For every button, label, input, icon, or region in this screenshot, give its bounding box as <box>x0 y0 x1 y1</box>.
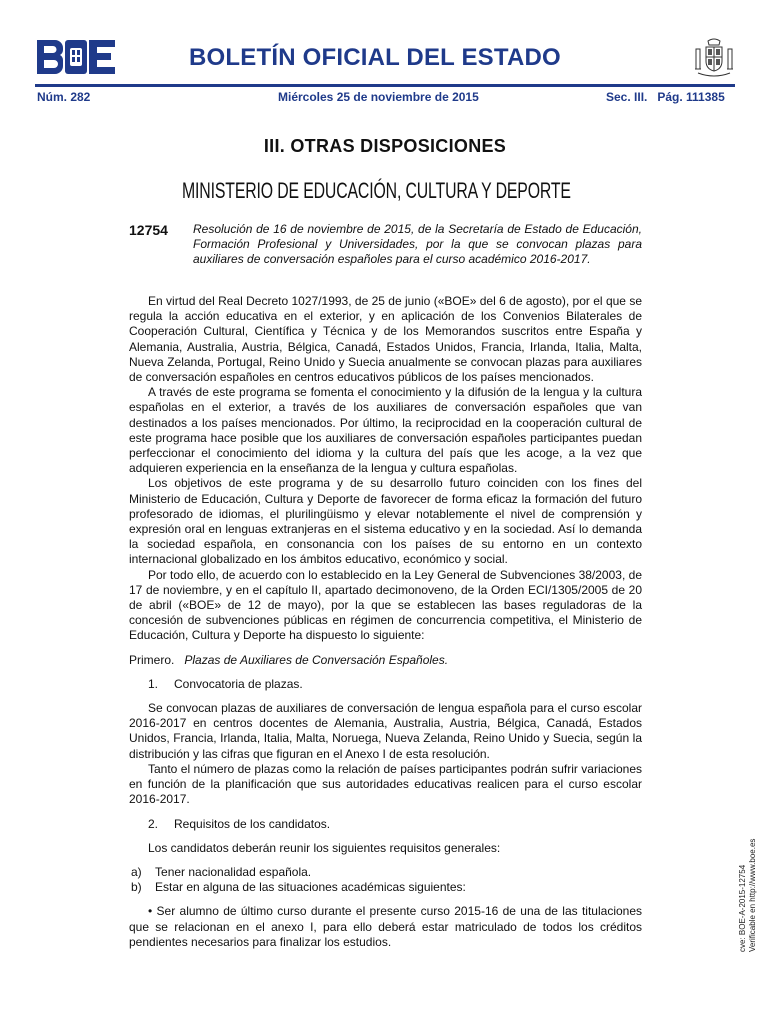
gazette-title: BOLETÍN OFICIAL DEL ESTADO <box>189 44 561 71</box>
numbered-item <box>129 677 642 692</box>
item-title: Requisitos de los candidatos. <box>174 816 331 831</box>
item-number: 2. <box>148 816 159 831</box>
item-title: Convocatoria de plazas. <box>174 676 303 691</box>
boe-logo <box>37 40 115 74</box>
paragraph: A través de este programa se fomenta el conocimiento y la difusión de la lengua y la cultura españolas en el exterior, a través de los auxiliares de conversación españoles que van destinados a los países mencionados. Por último, la reciprocidad en la cooperación cultural de este programa hace posible que los auxiliares de conversación españoles participantes puedan perfeccionar el conocimiento del idioma y la cultura del país que les acoge, a la vez que adquieren experiencia en la enseñanza de la lengua y cultura españolas. <box>129 385 642 476</box>
paragraph: Los candidatos deberán reunir los siguientes requisitos generales: <box>148 840 501 855</box>
header-rule <box>35 84 735 87</box>
document-number: 12754 <box>129 222 168 238</box>
issue-number: Núm. 282 <box>37 90 91 104</box>
numbered-item <box>129 817 642 832</box>
list-item <box>129 865 642 880</box>
ministry-heading: MINISTERIO DE EDUCACIÓN, CULTURA Y DEPORTE <box>182 178 571 203</box>
document-body <box>129 294 642 950</box>
item-number: 1. <box>148 676 159 691</box>
paragraph: En virtud del Real Decreto 1027/1993, de 25 de junio («BOE» del 6 de agosto), por el que se regula la acción educativa en el exterior, y en aplicación de los Convenios Bilaterales de Cooperación Cultural, Científica y Técnica y de los Memorandos suscritos entre España y Alemania, Australia, Austria, Bélgica, Canadá, Estados Unidos, Francia, Irlanda, Italia, Malta, Nueva Zelanda, Portugal, Reino Unido y Suecia anualmente se convocan plazas para auxiliares de conversación españoles en centros educativos públicos de los países mencionados. <box>129 294 642 385</box>
issue-date: Miércoles 25 de noviembre de 2015 <box>278 90 479 104</box>
verification-note <box>738 839 758 952</box>
verify-link: Verificable en http://www.boe.es <box>748 838 757 952</box>
cve-code: cve: BOE-A-2015-12754 <box>738 864 747 952</box>
list-text: Estar en alguna de las situaciones académicas siguientes: <box>155 880 466 895</box>
paragraph: Tanto el número de plazas como la relación de países participantes podrán sufrir variaciones en función de la planificación que sus autoridades educativas realicen para el curso escolar 2016-2017. <box>129 761 642 807</box>
coat-of-arms-icon <box>692 37 736 79</box>
paragraph: Por todo ello, de acuerdo con lo establecido en la Ley General de Subvenciones 38/2003, de 17 de noviembre, y en el capítulo II, apartado decimonoveno, de la Orden ECI/1305/2005 de 20 de abril («BOE» de 12 de mayo), por la que se establecen las bases reguladoras de la concesión de subvenciones públicas en régimen de concurrencia competitiva, el Ministerio de Educación, Cultura y Deporte ha dispuesto lo siguiente: <box>129 567 642 643</box>
section-page: Sec. III. Pág. 111385 <box>606 90 725 104</box>
bullet-paragraph: • Ser alumno de último curso durante el presente curso 2015-16 de una de las titulaciones que se relacionan en el anexo I, para ello deberá estar matriculado de todos los créditos pendientes necesarios para finalizar los estudios. <box>129 904 642 949</box>
list-item <box>129 880 642 895</box>
article-heading <box>129 653 642 668</box>
paragraph: Los objetivos de este programa y de su desarrollo futuro coinciden con los fines del Ministerio de Educación, Cultura y Deporte de favorecer de forma eficaz la formación del futuro profesorado de idiomas, el plurilingüismo y elevar notablemente el nivel de comprensión y expresión oral en lenguas extranjeras en el sistema educativo y en la sociedad. Así lo demanda la sociedad española, en consonancia con los países de su entorno en un contexto internacional globalizado en los ámbitos educativo, económico y social. <box>129 476 642 567</box>
list-label: a) <box>131 864 142 879</box>
article-label: Primero. <box>129 652 175 667</box>
paragraph: Se convocan plazas de auxiliares de conversación de lengua española para el curso escolar 2016-2017 en centros docentes de Alemania, Australia, Austria, Bélgica, Canadá, Estados Unidos, Francia, Irlanda, Italia, Malta, Noruega, Nueva Zelanda, Reino Unido y Suecia, según la distribución y las cifras que figuran en el Anexo I de esta resolución. <box>129 701 642 761</box>
resolution-title: Resolución de 16 de noviembre de 2015, de la Secretaría de Estado de Educación, Formación Profesional y Universidades, por la que se convocan plazas para auxiliares de conversación españoles para el curso académico 2016-2017. <box>193 222 642 267</box>
list-text: Tener nacionalidad española. <box>155 864 312 879</box>
article-title: Plazas de Auxiliares de Conversación Españoles. <box>184 652 449 667</box>
list-label: b) <box>131 880 142 895</box>
section-heading: III. OTRAS DISPOSICIONES <box>263 136 507 156</box>
